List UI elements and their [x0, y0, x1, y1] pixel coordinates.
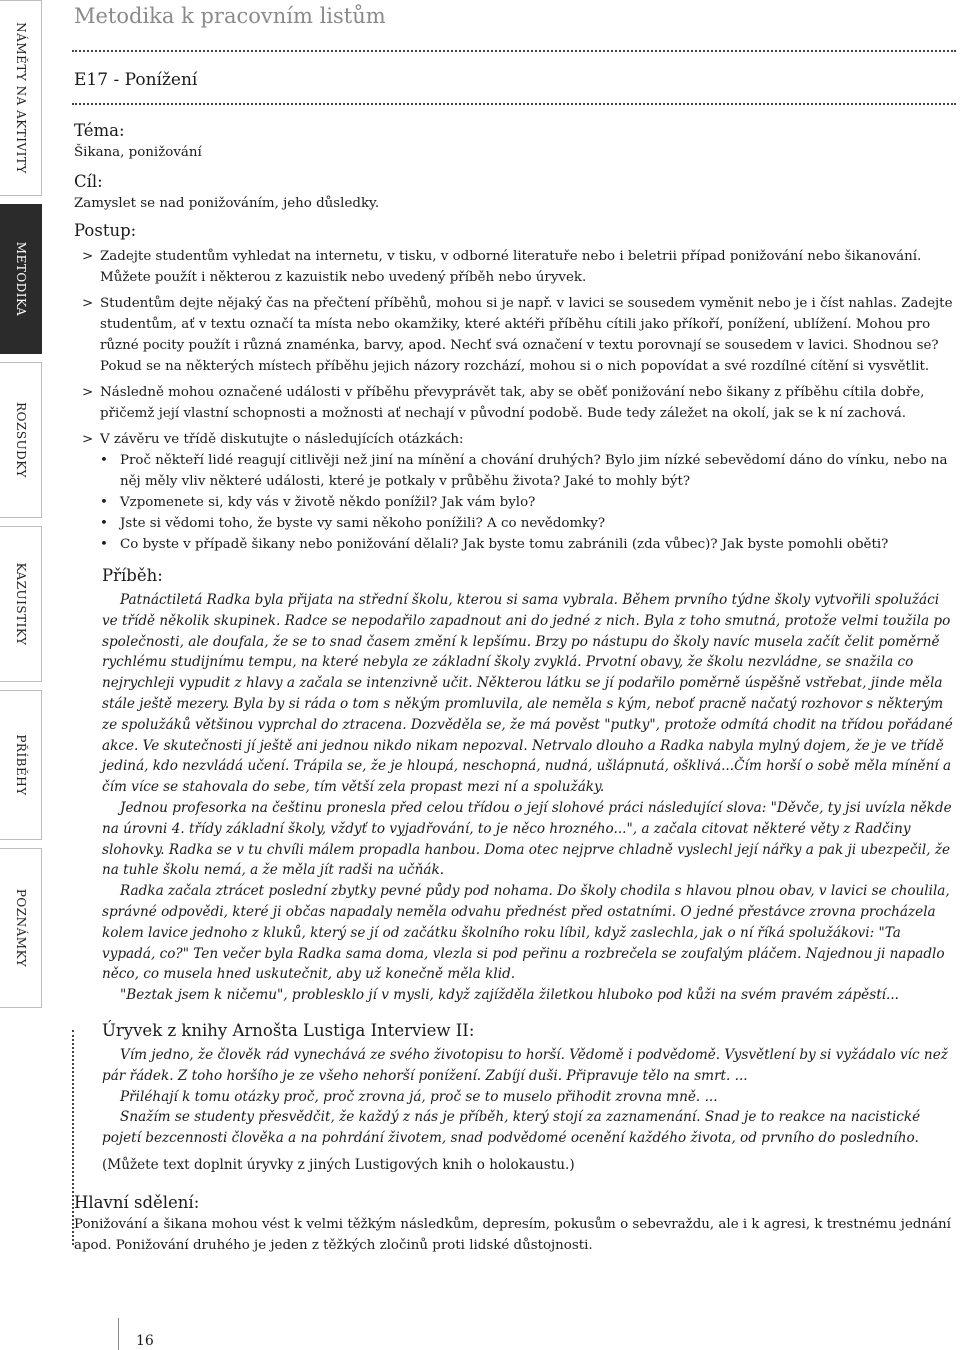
story-paragraph: "Beztak jsem k ničemu", problesklo jí v mysli, když zajížděla žiletkou hluboko pod kůži na svém pravém zápěstí...: [120, 987, 899, 1004]
question-item: [74, 513, 956, 534]
tab-kazuistiky[interactable]: [0, 526, 42, 682]
question-item: [74, 492, 956, 513]
excerpt-text: [74, 1045, 956, 1176]
page-number-rule: [118, 1318, 119, 1350]
tema-heading: Téma:: [74, 121, 125, 140]
question-text: Vzpomenete si, kdy vás v životě někdo ponížil? Jak vám bylo?: [120, 495, 536, 510]
tab-namety-na-aktivity[interactable]: [0, 0, 42, 196]
hlavni-text: Ponižování a šikana mohou vést k velmi těžkým následkům, depresím, pokusům o sebevraždu, ale i k agresi, k trestnému jednání apod. Ponižování druhého je jeden z těžkých zločinů proti lidské důstojnosti.: [74, 1216, 951, 1253]
list-item: [74, 382, 956, 424]
list-item-text: V závěru ve třídě diskutujte o následujících otázkách:: [100, 432, 464, 447]
bullet-marker: •: [100, 537, 108, 552]
main-content: [74, 120, 956, 1256]
tema-text: Šikana, ponižování: [74, 145, 202, 160]
excerpt-note: (Můžete text doplnit úryvky z jiných Lustigových knih o holokaustu.): [102, 1156, 575, 1173]
question-text: Co byste v případě šikany nebo ponižování dělali? Jak byste tomu zabránili (zda vůbec)? Jak byste pomohli oběti?: [120, 537, 889, 552]
dotted-vertical-rule: [72, 1030, 74, 1245]
story-text: [74, 590, 956, 1006]
excerpt-paragraph: Přiléhají k tomu otázky proč, proč zrovna já, proč se to muselo přihodit zrovna mně. ...: [120, 1088, 718, 1105]
divider: [72, 50, 956, 52]
arrow-marker: >: [82, 432, 94, 447]
list-item: [74, 429, 956, 450]
tab-pribehy[interactable]: [0, 690, 42, 840]
sidebar: [0, 0, 48, 1010]
pribeh-heading: Příběh:: [102, 566, 163, 585]
postup-list: [74, 246, 956, 555]
bullet-marker: •: [100, 495, 108, 510]
question-item: [74, 450, 956, 492]
tab-label: POZNÁMKY: [13, 888, 28, 968]
question-text: Proč někteří lidé reagují citlivěji než jiní na mínění a chování druhých? Bylo jim nízké sebevědomí dáno do vínku, nebo na něj měly vliv některé události, které je potkaly v průběhu života? Jaké to mohly být?: [120, 453, 948, 489]
excerpt-section: [74, 1020, 956, 1176]
arrow-marker: >: [82, 249, 94, 264]
list-item-text: Zadejte studentům vyhledat na internetu, v tisku, v odborné literatuře nebo i beletrii případ ponižování nebo šikanování. Můžete použít i některou z kazuistik nebo uvedený příběh nebo úryvek.: [100, 249, 922, 285]
question-item: [74, 534, 956, 555]
section-code: E17 - Ponížení: [74, 70, 198, 90]
excerpt-paragraph: Snažím se studenty přesvědčit, že každý z nás je příběh, který stojí za zaznamenání. Snad je to reakce na nacistické pojetí bezcennosti člověka a na pohrdání životem, snad podvědomé ocenění každého života, od prvního do posledního.: [102, 1109, 921, 1147]
hlavni-heading: Hlavní sdělení:: [74, 1192, 200, 1212]
tab-label: PŘÍBĚHY: [13, 734, 28, 796]
list-item-text: Následně mohou označené události v příběhu převyprávět tak, aby se oběť ponižování nebo šikany z příběhu cítila dobře, přičemž její vlastní schopnosti a možnosti ať nechají v původní podobě. Bude tedy záležet na okolí, jak se k ní zachová.: [100, 385, 925, 421]
tab-metodika[interactable]: [0, 204, 42, 354]
arrow-marker: >: [82, 385, 94, 400]
story-paragraph: Radka začala ztrácet poslední zbytky pevné půdy pod nohama. Do školy chodila s hlavou plnou obav, v lavici se choulila, správné odpovědi, které ji občas napadaly neměla odvahu přednést před ostatními. O jedné přestávce zrovna procházela kolem lavice jednoho z kluků, který se jí od začátku školního roku líbil, když zaslechla, jak o ní říká spolužákovi: "Ta vypadá, co?" Ten večer byla Radka sama doma, vlezla si pod peřinu a rozbrečela se zoufalým pláčem. Najednou ji napadlo něco, co musela hned uskutečnit, aby už konečně měla klid.: [102, 883, 950, 983]
list-item: [74, 293, 956, 377]
cil-heading: Cíl:: [74, 172, 103, 191]
list-item-text: Studentům dejte nějaký čas na přečtení příběhů, mohou si je např. v lavici se sousedem vyměnit nebo je i číst nahlas. Zadejte studentům, ať v textu označí ta místa nebo okamžiky, které aktéři příběhu cítili jako příkoří, ponížení, ublížení. Mohou pro různé pocity použít i různá znaménka, barvy, apod. Nechť svá označení v textu porovnají se sousedem v lavici. Shodnou se? Pokud se na některých místech příběhu jejich názory rozchází, mohou si o nich popovídat a své rozdílné cítění si vysvětlit.: [100, 296, 953, 374]
arrow-marker: >: [82, 296, 94, 311]
postup-heading: Postup:: [74, 221, 137, 240]
uryvek-heading: Úryvek z knihy Arnošta Lustiga Interview II:: [102, 1020, 475, 1040]
story-paragraph: Patnáctiletá Radka byla přijata na střední školu, kterou si sama vybrala. Během prvního týdne školy vytvořili spolužáci ve třídě několik skupinek. Radce se nepodařilo zapadnout ani do jedné z nich. Byla z toho smutná, protože velmi toužila po společnosti, ale doufala, že se to snad časem změní k lepšímu. Brzy po nástupu do školy navíc musela začít čelit poměrně rychlému studijnímu tempu, na které nebyla ze základní školy zvyklá. Prvotní obavy, že školu nezvládne, se snažila co nejrychleji vypudit z hlavy a začala se intenzivně učit. Některou látku se jí podařilo poměrně úspěšně vstřebat, jinde měla stále ještě mezery. Byla by si ráda o tom s někým promluvila, ale neměla s kým, neboť pracně načatý rozhovor s některým ze spolužáků většinou vyprchal do ztracena. Dozvěděla se, že má pověst "putky", protože odmítá chodit na třídou pořádané akce. Ve skutečnosti jí ještě ani jednou nikdo nikam nepozval. Netrvalo dlouho a Radka nabyla mylný dojem, že je ve třídě jediná, kdo nezvládá učení. Trápila se, že je hloupá, neschopná, nudná, ušlápnutá, ošklivá...Čím horší o sobě měla mínění a čím více se stahovala do sebe, tím větší zela propast mezi ní a spolužáky.: [102, 592, 953, 796]
divider: [72, 103, 956, 105]
list-item: [74, 246, 956, 288]
tab-rozsudky[interactable]: [0, 362, 42, 518]
page-number: 16: [136, 1333, 154, 1349]
question-text: Jste si vědomi toho, že byste vy sami někoho ponížili? A co nevědomky?: [120, 516, 606, 531]
bullet-marker: •: [100, 453, 108, 468]
page-title: Metodika k pracovním listům: [74, 4, 386, 28]
excerpt-paragraph: Vím jedno, že člověk rád vynechává ze svého životopisu to horší. Vědomě i podvědomě. Vysvětlení by si vyžádalo víc než pár řádek. Z toho horšího je ze všeho nehorší ponížení. Zabíjí duši. Připravuje tělo na smrt. ...: [102, 1046, 948, 1084]
tab-poznamky[interactable]: [0, 848, 42, 1008]
bullet-marker: •: [100, 516, 108, 531]
tab-label: ROZSUDKY: [13, 402, 28, 478]
tab-label: METODIKA: [13, 241, 28, 317]
cil-text: Zamyslet se nad ponižováním, jeho důsledky.: [74, 196, 380, 211]
story-paragraph: Jednou profesorka na češtinu pronesla před celou třídou o její slohové práci následující slova: "Děvče, ty jsi uvízla někde na úrovni 4. třídy základní školy, vždyť to vyjadřování, to je něco hrozného...", a začala citovat některé věty z Radčiny slohovky. Radka se v tu chvíli málem propadla hanbou. Doma otec nejprve chladně vyslechl její nářky a pak ji ubezpečil, že na tuhle školu nemá, a že měla jít radši na učňák.: [102, 799, 952, 879]
tab-label: NÁMĚTY NA AKTIVITY: [13, 22, 28, 174]
tab-label: KAZUISTIKY: [13, 562, 28, 646]
